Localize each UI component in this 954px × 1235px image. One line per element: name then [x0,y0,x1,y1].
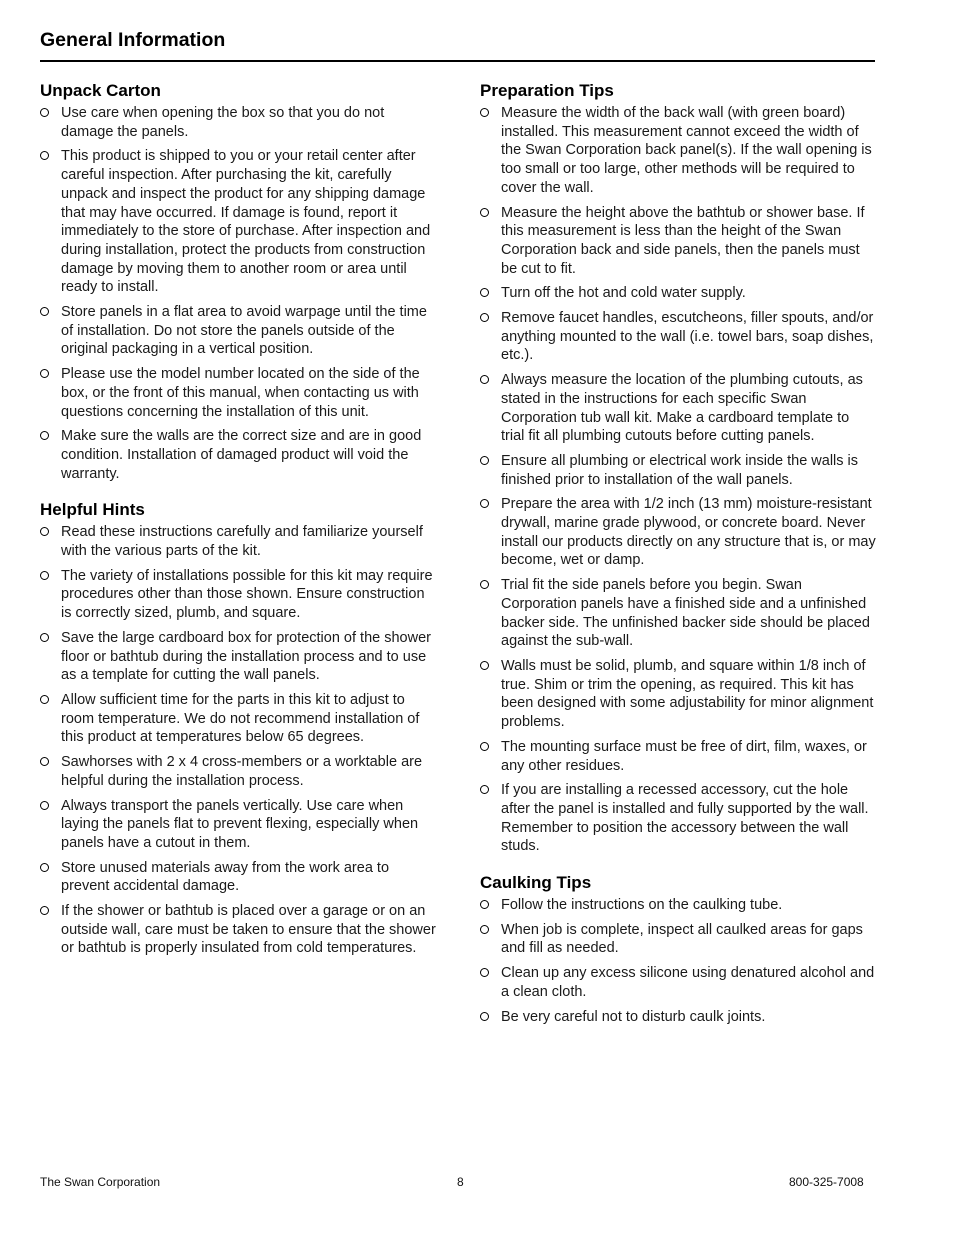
list-item-text: This product is shipped to you or your retail center after careful inspection. After purchasing the kit, carefully unpack and inspect the product for any shipping damage that may have occurred. If damage is found, report it immediately to the store of purchase. After inspection and during installation, protect the products from construction damage by moving them to another room or area until ready to install. [61,148,431,296]
section-heading: Helpful Hints [40,500,145,520]
circle-bullet-icon [480,499,489,508]
circle-bullet-icon [480,742,489,751]
list-item [480,896,876,915]
list-item-text: Always measure the location of the plumbing cutouts, as stated in the instructions for each specific Swan Corporation tub wall kit. Make a cardboard template to trial fit all plumbing cutouts before cutting panels. [501,372,863,445]
section [480,80,876,856]
list-item [480,738,876,775]
section-heading: Unpack Carton [40,81,161,100]
list-item [40,147,436,297]
list-item [40,365,436,421]
list-item-text: Sawhorses with 2 x 4 cross-members or a worktable are helpful during the installation process. [61,754,423,789]
circle-bullet-icon [40,527,49,536]
list-item-text: Please use the model number located on the side of the box, or the front of this manual, when contacting us with questions concerning the installation of this unit. [61,366,420,420]
list-item [480,371,876,446]
list-item-text: The variety of installations possible for this kit may require procedures other than those shown. Ensure construction is correctly sized, plumb, and square. [61,567,433,622]
list-item [40,691,436,747]
circle-bullet-icon [40,695,49,704]
list-item [480,104,876,198]
list-item-text: Follow the instructions on the caulking tube. [501,897,783,914]
list-item-text: Trial fit the side panels before you begin. Swan Corporation panels have a finished side and a unfinished backer side. The unfinished backer side should be placed against the sub-wall. [501,577,870,650]
bullet-list [40,523,436,958]
list-item-text: Measure the width of the back wall (with green board) installed. This measurement cannot exceed the width of the Swan Corporation back panel(s). If the wall opening is too small or too large, other methods will be required to cover the wall. [501,105,872,196]
list-item-text: Make sure the walls are the correct size and are in good condition. Installation of damaged product will void the warranty. [61,428,422,482]
list-item [480,657,876,732]
list-item-text: Always transport the panels vertically. Use care when laying the panels flat to prevent flexing, especially when panels have a cutout in them. [61,797,419,851]
circle-bullet-icon [40,633,49,642]
section [40,80,436,483]
circle-bullet-icon [40,906,49,915]
footer-phone: 800-325-7008 [789,1175,864,1189]
list-item-text: Use care when opening the box so that you do not damage the panels. [61,105,385,140]
page-title: General Information [40,29,226,51]
list-item [480,964,876,1001]
left-column [40,80,436,974]
bullet-list [480,104,876,856]
circle-bullet-icon [40,801,49,810]
section-heading: Preparation Tips [480,81,614,100]
list-item [480,204,876,279]
circle-bullet-icon [480,313,489,322]
list-item [40,567,436,623]
list-item [40,104,436,141]
section [40,499,436,958]
list-item [40,523,436,560]
list-item [480,309,876,365]
circle-bullet-icon [480,456,489,465]
list-item [40,797,436,853]
list-item-text: Allow sufficient time for the parts in this kit to adjust to room temperature. We do not recommend installation of this product at temperatures below 65 degrees. [61,691,420,746]
section [480,872,876,1026]
circle-bullet-icon [480,375,489,384]
circle-bullet-icon [480,580,489,589]
list-item [40,859,436,896]
list-item [480,284,876,303]
list-item-text: Walls must be solid, plumb, and square within 1/8 inch of true. Shim or trim the opening, as required. This kit has been designed with some adjustability for minor alignment problems. [501,657,874,731]
footer-company: The Swan Corporation [40,1175,161,1189]
circle-bullet-icon [40,571,49,580]
list-item-text: Prepare the area with 1/2 inch (13 mm) moisture-resistant drywall, marine grade plywood, or concrete board. Never install our products directly on any structure that is, or may become, wet or damp. [501,496,876,569]
circle-bullet-icon [40,151,49,160]
circle-bullet-icon [480,288,489,297]
list-item [480,495,876,570]
list-item-text: Store panels in a flat area to avoid warpage until the time of installation. Do not store the panels outside of the original packaging in a vertical position. [61,304,427,358]
bullet-list [40,104,436,483]
circle-bullet-icon [480,900,489,909]
circle-bullet-icon [480,108,489,117]
list-item [40,427,436,483]
right-column [480,80,876,1042]
circle-bullet-icon [480,208,489,217]
list-item-text: Measure the height above the bathtub or shower base. If this measurement is less than the height of the Swan Corporation back and side panels, then the panels must be cut to fit. [501,204,865,277]
list-item-text: Store unused materials away from the work area to prevent accidental damage. [61,859,390,895]
list-item-text: Turn off the hot and cold water supply. [501,285,746,302]
circle-bullet-icon [40,431,49,440]
circle-bullet-icon [480,661,489,670]
list-item [480,781,876,856]
list-item-text: Save the large cardboard box for protection of the shower floor or bathtub during the installation process and to use as a template for cutting the wall panels. [61,629,431,684]
list-item [40,629,436,685]
bullet-list [480,896,876,1026]
list-item-text: Clean up any excess silicone using denatured alcohol and a clean cloth. [501,965,875,1000]
section-heading: Caulking Tips [480,873,592,893]
list-item-text: When job is complete, inspect all caulked areas for gaps and fill as needed. [501,921,863,957]
list-item-text: The mounting surface must be free of dirt, film, waxes, or any other residues. [501,738,867,774]
circle-bullet-icon [480,1012,489,1021]
list-item-text: If you are installing a recessed accessory, cut the hole after the panel is installed and fully supported by the wall. Remember to position the accessory between the wall studs. [501,782,869,855]
list-item-text: Read these instructions carefully and familiarize yourself with the various parts of the kit. [61,524,423,560]
list-item [480,921,876,958]
list-item-text: Remove faucet handles, escutcheons, filler spouts, and/or anything mounted to the wall (i.e. towel bars, soap dishes, etc.). [501,310,874,364]
circle-bullet-icon [40,757,49,766]
circle-bullet-icon [480,968,489,977]
list-item-text: Ensure all plumbing or electrical work inside the walls is finished prior to installation of the wall panels. [501,452,859,488]
list-item [40,753,436,790]
list-item-text: If the shower or bathtub is placed over a garage or on an outside wall, care must be taken to ensure that the shower or bathtub is properly insulated from cold temperatures. [61,903,436,957]
circle-bullet-icon [40,369,49,378]
list-item-text: Be very careful not to disturb caulk joints. [501,1008,766,1025]
circle-bullet-icon [40,307,49,316]
title-rule [40,60,875,62]
list-item [480,452,876,489]
list-item [480,1008,876,1027]
circle-bullet-icon [40,108,49,117]
list-item [40,303,436,359]
circle-bullet-icon [480,785,489,794]
circle-bullet-icon [480,925,489,934]
circle-bullet-icon [40,863,49,872]
list-item [40,902,436,958]
footer-page-number: 8 [457,1175,464,1189]
list-item [480,576,876,651]
